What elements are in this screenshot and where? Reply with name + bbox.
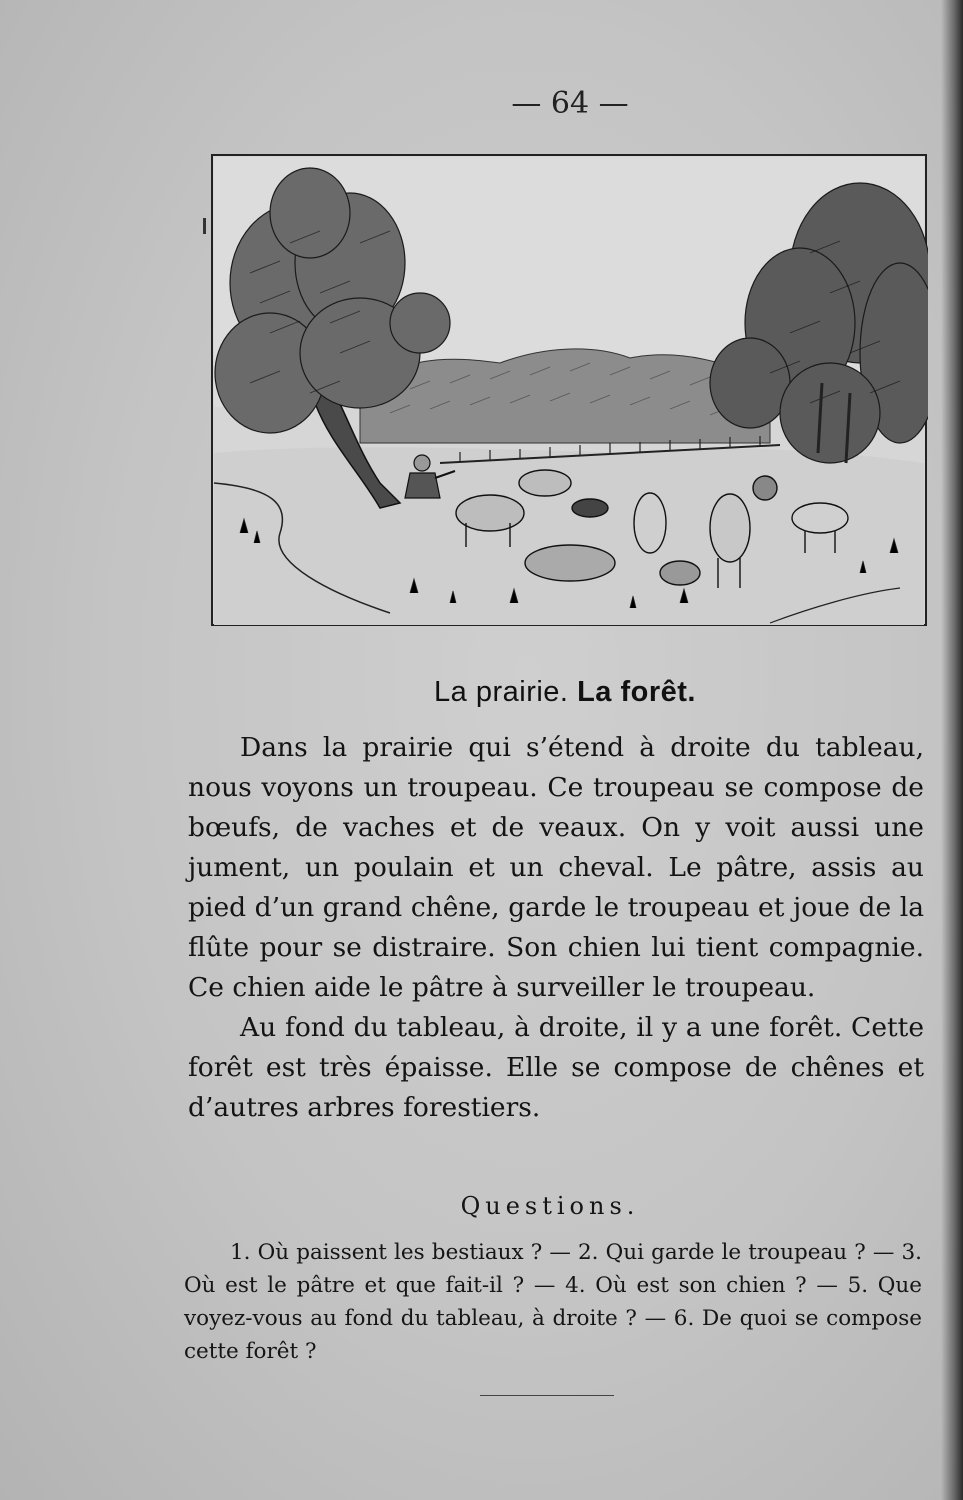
distant-hill [360,349,770,443]
questions-paragraph: 1. Où paissent les bestiaux ? — 2. Qui garde le troupeau ? — 3. Où est le pâtre et que fait-il ? — 4. Où est son chien ? — 5. Que voyez-vous au fond du tableau, à droite ? — 6. De quoi se compose cette forêt ? [184,1240,922,1364]
paragraph-forest: Au fond du tableau, à droite, il y a une forêt. Cette forêt est très épaisse. Elle se compose de chênes et d’autres arbres forestiers. [188,1012,924,1123]
caption-forest: La forêt. [577,676,696,708]
questions-heading: Questions. [460,1192,640,1220]
page-number: — 64 — [511,86,629,121]
paragraph-meadow: Dans la prairie qui s’étend à droite du tableau, nous voyons un troupeau. Ce troupeau se compose de bœufs, de vaches et de veaux. On y voit aussi une jument, un poulain et un cheval. Le pâtre, assis au pied d’un grand chêne, garde le troupeau et joue de la flûte pour se distraire. Son chien lui tient compagnie. Ce chien aide le pâtre à surveiller le troupeau. [188,732,924,1003]
caption-meadow: La prairie. [434,676,569,708]
margin-mark [203,218,206,234]
questions-list [184,1236,922,1368]
end-rule [480,1395,614,1396]
page-binding-shadow [941,0,963,1500]
meadow-forest-illustration [210,153,928,629]
meadow [214,447,924,625]
illustration-drawing [210,153,928,629]
reading-text [188,728,924,1128]
illustration-caption [360,676,770,709]
